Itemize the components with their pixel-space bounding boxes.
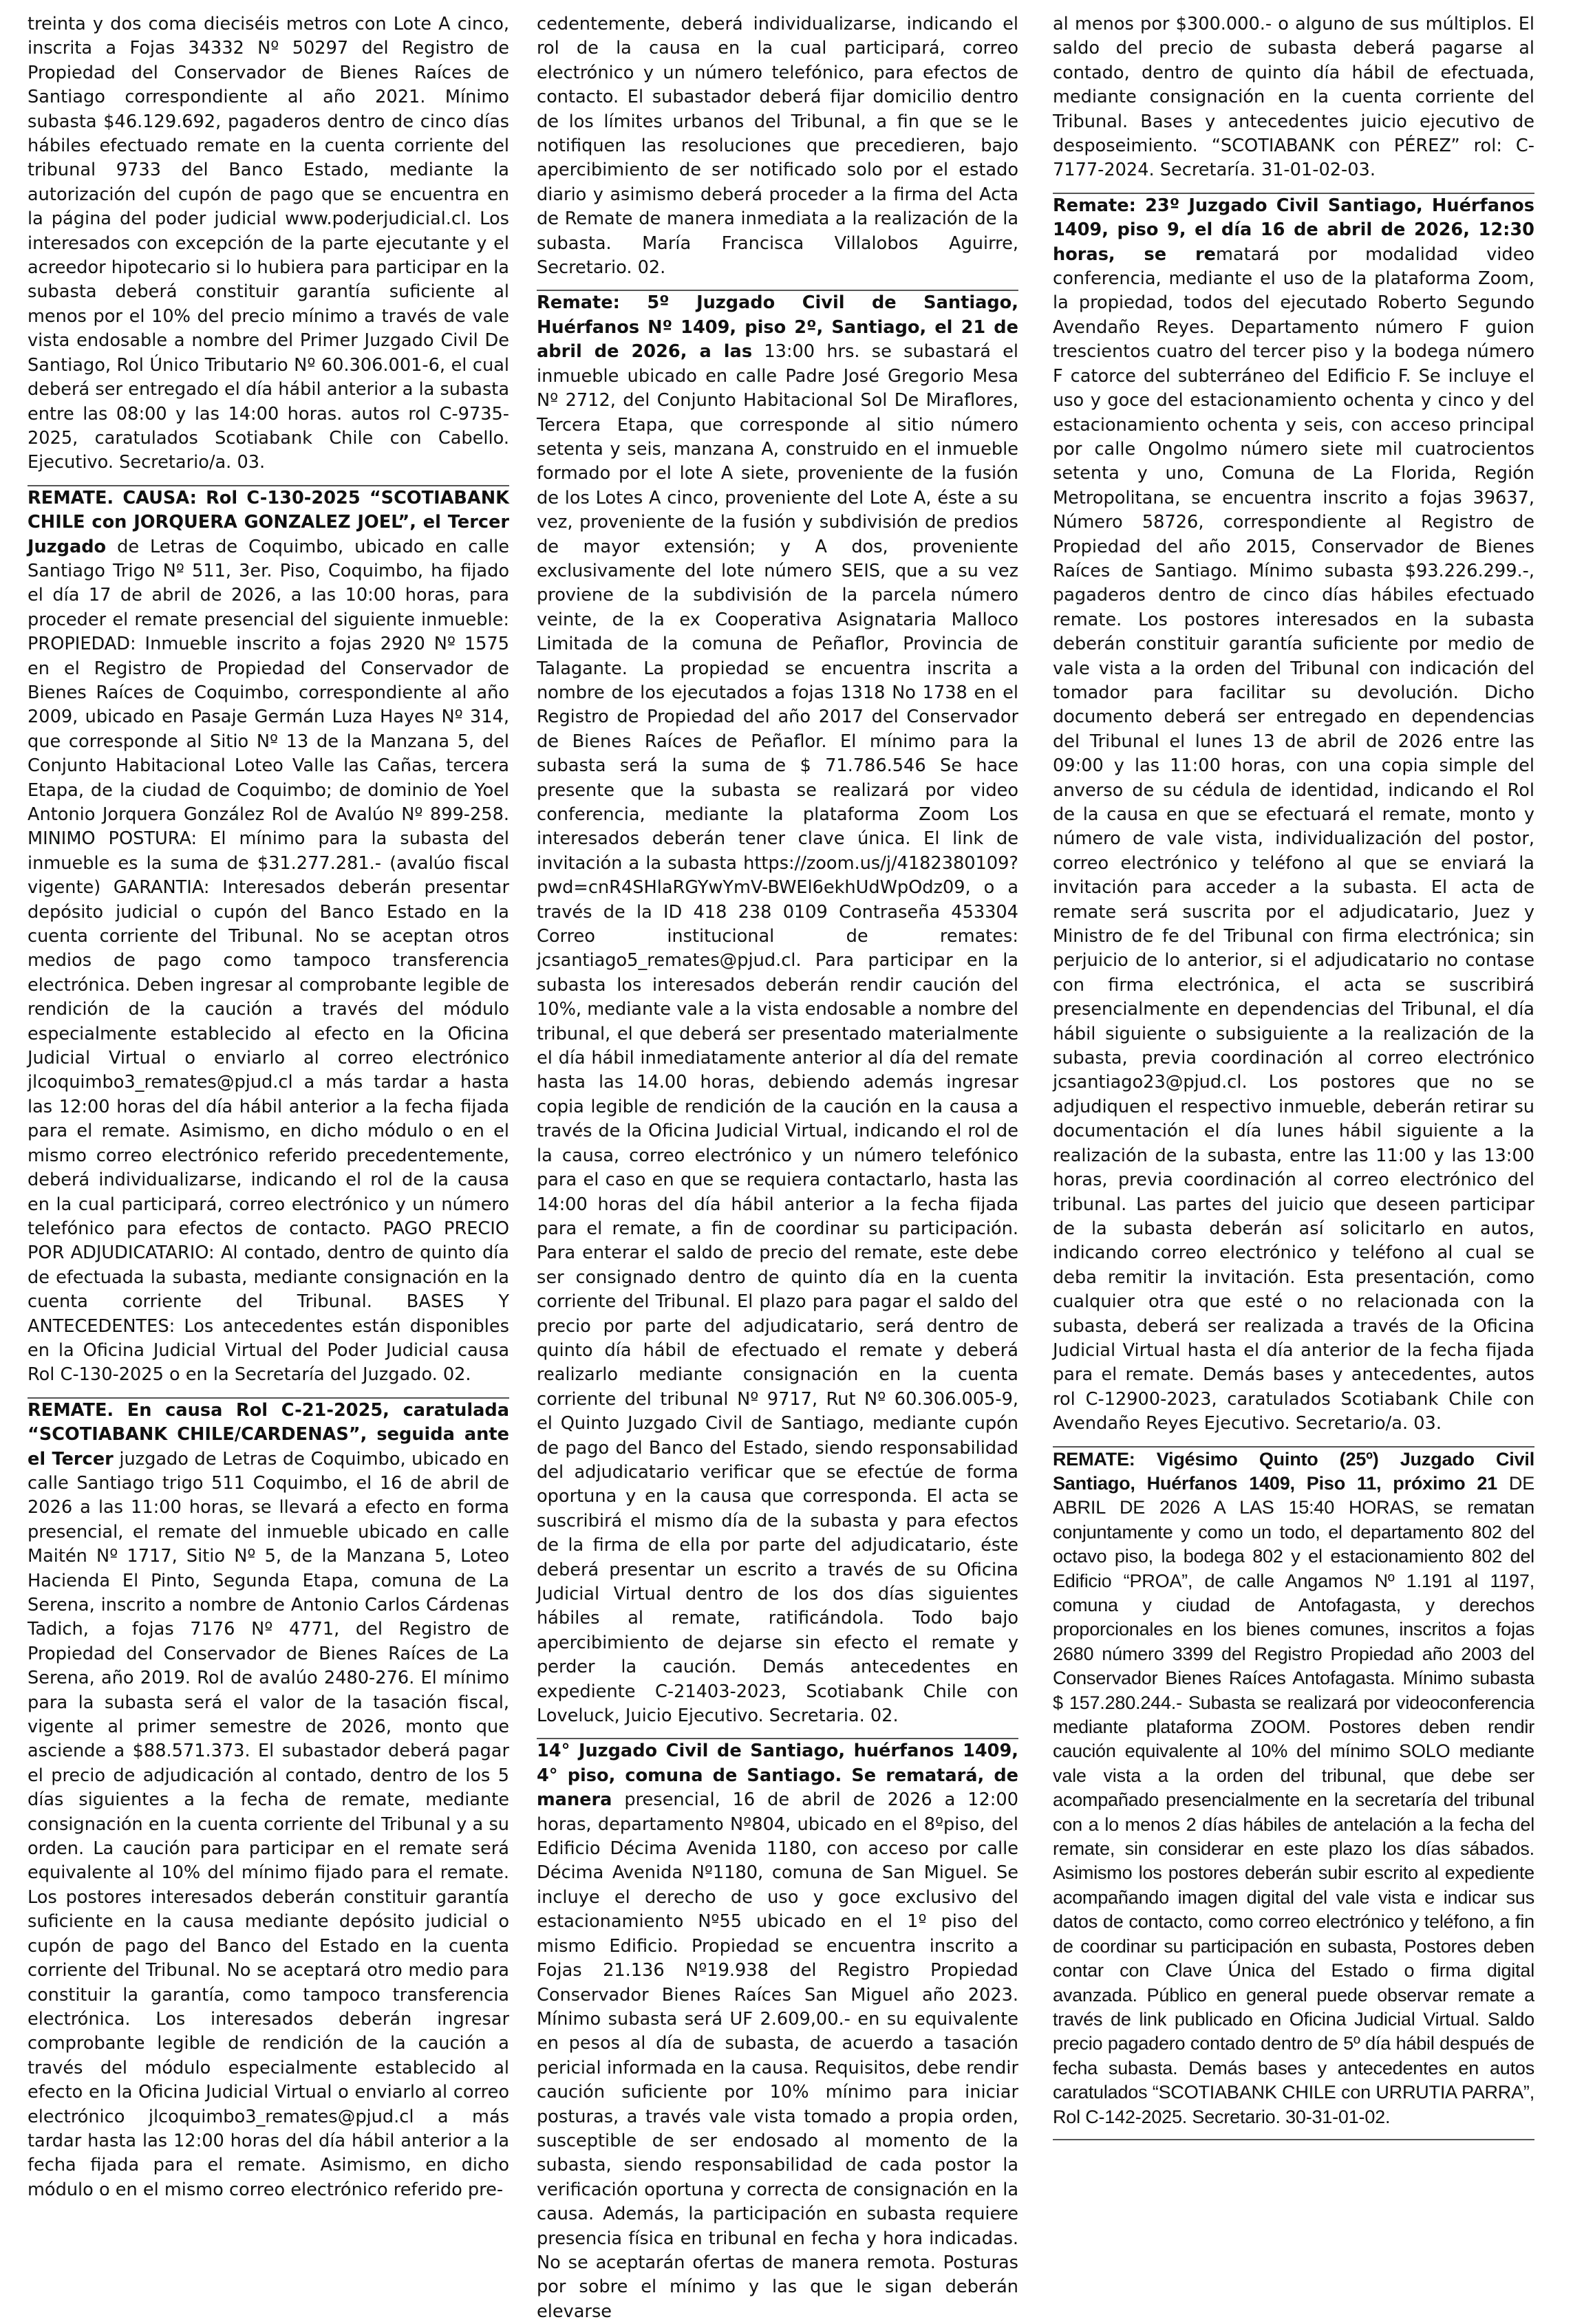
notice-remate-23-juzgado <box>1053 194 1534 1437</box>
notice-body: treinta y dos coma dieciséis metros con Lote A cinco, inscrita a Fojas 34332 Nº 50297 del Registro de Propiedad del Conservador de Bienes Raíces de Santiago correspondiente al año 2021. Mínimo subasta $46.129.692, pagaderos dentro de cinco días hábiles efectuado remate en la cuenta corriente del tribunal 9733 del Banco Estado, mediante la autorización del cupón de pago que se encuentra en la página del poder judicial www.poderjudicial.cl. Los interesados con excepción de la parte ejecutante y el acreedor hipotecario si lo hubiera para participar en la subasta deberá constituir garantía suficiente al menos por el 10% del precio mínimo a través de vale vista endosable a nombre del Primer Juzgado Civil De Santiago, Rol Único Tributario Nº 60.306.001-6, el cual deberá ser entregado el día hábil anterior a la subasta entre las 08:00 y las 14:00 horas. autos rol C-9735-2025, caratulados Scotiabank Chile con Cabello. Ejecutivo. Secretario/a. 03. <box>28 14 509 473</box>
column-3 <box>1053 12 1534 2140</box>
notice-heading: Remate: 5º Juzgado Civil de Santiago, Huérfanos Nº 1409, piso 2º, Santiago, el 21 de abril de 2026, a las <box>537 292 1018 363</box>
notice-remate-c-21-2025 <box>28 1399 509 2202</box>
notice-heading: REMATE: Vigésimo Quinto (25º) Juzgado Civil Santiago, Huérfanos 1409, Piso 11, próximo 21 <box>1053 1448 1534 1494</box>
notice-body: DE ABRIL DE 2026 A LAS 15:40 HORAS, se rematan conjuntamente y como un todo, el departamento 802 del octavo piso, la bodega 802 y el estacionamiento 802 del Edificio “PROA”, de calle Angamos Nº 1.191 al 1197, comuna y ciudad de Antofagasta, y derechos proporcionales en los bienes comunes, inscritos a fojas 2680 número 3399 del Registro Propiedad año 2003 del Conservador Bienes Raíces Antofagasta. Mínimo subasta $ 157.280.244.- Subasta se realizará por videoconferencia mediante plataforma ZOOM. Postores deben rendir caución equivalente al 10% del mínimo SOLO mediante vale vista a la orden del tribunal, que debe ser acompañado presencialmente en la secretaría del tribunal con a lo menos 2 días hábiles de antelación a la fecha del remate, sin considerar en este plazo los días sábados. Asimismo los postores deberán subir escrito al expediente acompañando imagen digital del vale vista e indicar sus datos de contacto, como correo electrónico y teléfono, a fin de coordinar su participación en subasta, Postores deben contar con Clave Única del Estado o firma digital avanzada. Público en general puede observar remate a través de link publicado en Oficina Judicial Virtual. Saldo precio pagadero contado dentro de 5º día hábil después de fecha subasta. Demás bases y antecedentes en autos caratulados “SCOTIABANK CHILE con URRUTIA PARRA”, Rol C-142-2025. Secretario. 30-31-01-02. <box>1053 1472 1535 2127</box>
notice-14-juzgado <box>537 1739 1018 2324</box>
notice-continuation <box>537 12 1018 280</box>
column-1 <box>28 12 509 2202</box>
notice-heading: Remate: 23º Juzgado Civil Santiago, Huérfanos 1409, piso 9, el día 16 de abril de 2026, 12:30 horas, se re <box>1053 195 1534 265</box>
divider <box>1053 2139 1534 2140</box>
notice-heading: REMATE. En causa Rol C-21-2025, caratulada “SCOTIABANK CHILE/CARDENAS”, seguida ante el Tercer <box>28 1399 509 1470</box>
notice-body: juzgado de Letras de Coquimbo, ubicado en calle Santiago trigo 511 Coquimbo, el 16 de abril de 2026 a las 11:00 horas, se llevará a efecto en forma presencial, el remate del inmueble ubicado en calle Maitén Nº 1717, Sitio Nº 5, de la Manzana 5, Loteo Hacienda El Pinto, Segunda Etapa, comuna de La Serena, inscrito a nombre de Antonio Carlos Cárdenas Tadich, a fojas 7176 Nº 4771, del Registro de Propiedad del Conservador de Bienes Raíces de La Serena, año 2019. Rol de avalúo 2480-276. El mínimo para la subasta será el valor de la tasación fiscal, vigente al primer semestre de 2026, monto que asciende a $88.571.373. El subastador deberá pagar el precio de adjudicación al contado, dentro de los 5 días siguientes a la fecha de remate, mediante consignación en la cuenta corriente del Tribunal y a su orden. La caución para participar en el remate será equivalente al 10% del mínimo fijado para el remate. Los postores interesados deberán constituir garantía suficiente en la causa mediante depósito judicial o cupón de pago del Banco del Estado en la cuenta corriente del Tribunal. No se aceptará otro medio para constituir la garantía, como tampoco transferencia electrónica. Los interesados deberán ingresar comprobante legible de rendición de la caución a través del módulo especialmente establecido al efecto en la Oficina Judicial Virtual o enviarlo al correo electrónico jlcoquimbo3_remates@pjud.cl a más tardar hasta las 12:00 horas del día hábil anterior a la fecha fijada para el remate. Asimismo, en dicho módulo o en el mismo correo electrónico referido pre- <box>28 1448 510 2200</box>
notice-body: al menos por $300.000.- o alguno de sus múltiplos. El saldo del precio de subasta deberá pagarse al contado, dentro de quinto día hábil de efectuada, mediante consignación en la cuenta corriente del Tribunal. Bases y antecedentes juicio ejecutivo de desposeimiento. “SCOTIABANK con PÉREZ” rol: C-7177-2024. Secretaría. 31-01-02-03. <box>1053 14 1534 181</box>
notice-heading: REMATE. CAUSA: Rol C-130-2025 “SCOTIABANK CHILE con JORQUERA GONZALEZ JOEL”, el Tercer Juzgado <box>28 487 509 557</box>
notice-remate-c-130-2025 <box>28 486 509 1388</box>
column-2 <box>537 12 1018 2324</box>
notice-body: de Letras de Coquimbo, ubicado en calle Santiago Trigo Nº 511, 3er. Piso, Coquimbo, ha fijado el día 17 de abril de 2026, a las 10:00 horas, para proceder el remate presencial del siguiente inmueble: PROPIEDAD: Inmueble inscrito a fojas 2920 Nº 1575 en el Registro de Propiedad del Conservador de Bienes Raíces de Coquimbo, correspondiente al año 2009, ubicado en Pasaje Germán Luza Hayes Nº 314, que corresponde al Sitio Nº 13 de la Manzana 5, del Conjunto Habitacional Loteo Valle las Cañas, tercera Etapa, de la ciudad de Coquimbo; de dominio de Yoel Antonio Jorquera González Rol de Avalúo Nº 899-258. MINIMO POSTURA: El mínimo para la subasta del inmueble es la suma de $31.277.281.- (avalúo fiscal vigente) GARANTIA: Interesados deberán presentar depósito judicial o cupón del Banco Estado en la cuenta corriente del Tribunal. No se aceptan otros medios de pago como tampoco transferencia electrónica. Deben ingresar al comprobante legible de rendición de la caución a través del módulo especialmente establecido al efecto en la Oficina Judicial Virtual o enviarlo al correo electrónico jlcoquimbo3_remates@pjud.cl a más tardar a hasta las 12:00 horas del día hábil anterior a la fecha fijada para el remate. Asimismo, en dicho módulo o en el mismo correo electrónico referido precedentemente, deberá individualizarse, indicando el rol de la causa en la cual participará, correo electrónico y un número telefónico para efectos de contacto. PAGO PRECIO POR ADJUDICATARIO: Al contado, dentro de quinto día de efectuada la subasta, mediante consignación en la cuenta corriente del Tribunal. BASES Y ANTECEDENTES: Los antecedentes están disponibles en la Oficina Judicial Virtual del Poder Judicial causa Rol C-130-2025 o en la Secretaría del Juzgado. 02. <box>28 536 509 1386</box>
notice-remate-25-juzgado <box>1053 1448 1534 2129</box>
notice-body: 13:00 hrs. se subastará el inmueble ubicado en calle Padre José Gregorio Mesa Nº 2712, del Conjunto Habitacional Sol De Miraflores, Tercera Etapa, que corresponde al sitio número setenta y seis, manzana A, construido en el inmueble formado por el lote A siete, proveniente de la fusión de los Lotes A cinco, proveniente del Lote A, éste a su vez, proveniente de la fusión y subdivisión de predios de mayor extensión; y A dos, proveniente exclusivamente del lote número SEIS, que a su vez proviene de la subdivisión de la parcela número veinte, de la ex Cooperativa Asignataria Malloco Limitada de la comuna de Peñaflor, Provincia de Talagante. La propiedad se encuentra inscrita a nombre de los ejecutados a fojas 1318 No 1738 en el Registro de Propiedad del año 2017 del Conservador de Bienes Raíces de Peñaflor. El mínimo para la subasta será la suma de $ 71.786.546 Se hace presente que la subasta se realizará por video conferencia, mediante la plataforma Zoom Los interesados deberán tener clave única. El link de invitación a la subasta https://zoom.us/j/4182380109?pwd=cnR4SHlaRGYwYmV-BWEl6ekhUdWpOdz09, o a través de la ID 418 238 0109 Contraseña 453304 Correo institucional de remates: jcsantiago5_remates@pjud.cl. Para participar en la subasta los interesados deberán rendir caución del 10%, mediante vale a la vista endosable a nombre del tribunal, el que deberá ser presentado materialmente el día hábil inmediatamente anterior al día del remate hasta las 14.00 horas, debiendo además ingresar copia legible de rendición de la caución en la causa a través de la Oficina Judicial Virtual, indicando el rol de la causa, correo electrónico y un número telefónico para el caso en que se requiera contactarlo, hasta las 14:00 horas del día hábil anterior a la fecha fijada para el remate, a fin de coordinar su participación. Para enterar el saldo de precio del remate, este debe ser consignado dentro de quinto día en la cuenta corriente del Tribunal. El plazo para pagar el saldo del precio por parte del adjudicatario, será dentro de quinto día hábil de efectuado el remate y deberá realizarlo mediante consignación en la cuenta corriente del tribunal Nº 9717, Rut Nº 60.306.005-9, el Quinto Juzgado Civil de Santiago, mediante cupón de pago del Banco del Estado, siendo responsabilidad del adjudicatario verificar que se efectúe de forma oportuna y en la causa que corresponda. El acta se suscribirá el mismo día de la subasta y para efectos de la firma de ella por parte del adjudicatario, éste deberá presentar un escrito a través de su Oficina Judicial Virtual dentro de los dos días siguientes hábiles al remate, ratificándola. Todo bajo apercibimiento de dejarse sin efecto el remate y perder la caución. Demás antecedentes en expediente C-21403-2023, Scotiabank Chile con Loveluck, Juicio Ejecutivo. Secretaria. 02. <box>537 341 1018 1727</box>
notice-continuation <box>28 12 509 475</box>
notice-body: matará por modalidad video conferencia, mediante el uso de la plataforma Zoom, la propiedad, todos del ejecutado Roberto Segundo Avendaño Reyes. Departamento número F guion trescientos cuatro del tercer piso y la bodega número F catorce del subterráneo del Edificio F. Se incluye el uso y goce del estacionamiento ochenta y cinco y del estacionamiento ochenta y seis, con acceso principal por calle Ongolmo número siete mil cuatrocientos setenta y uno, Comuna de La Florida, Región Metropolitana, se encuentra inscrito a fojas 39637, Número 58726, correspondiente al Registro de Propiedad del año 2015, Conservador de Bienes Raíces de Santiago. Mínimo subasta $93.226.299.-, pagaderos dentro de cinco días hábiles efectuado remate. Los postores interesados en la subasta deberán constituir garantía suficiente por medio de vale vista a la orden del Tribunal con indicación del tomador para facilitar su devolución. Dicho documento deberá ser entregado en dependencias del Tribunal el lunes 13 de abril de 2026 entre las 09:00 y las 11:00 horas, con una copia simple del anverso de su cédula de identidad, indicando el Rol de la causa en que se efectuará el remate, monto y número de vale vista, individualización del postor, correo electrónico y teléfono al que se enviará la invitación para acceder a la subasta. El acta de remate será suscrita por el adjudicatario, Juez y Ministro de fe del Tribunal con firma electrónica; sin perjuicio de lo anterior, si el adjudicatario no contase con firma electrónica, el acta se suscribirá presencialmente en dependencias del Tribunal, el día hábil siguiente o subsiguiente a la realización de la subasta, previa coordinación al correo electrónico jcsantiago23@pjud.cl. Los postores que no se adjudiquen el respectivo inmueble, deberán retirar su documentación el día lunes hábil siguiente a la realización de la subasta, entre las 11:00 y las 13:00 horas, previa coordinación al correo electrónico del tribunal. Las partes del juicio que deseen participar de la subasta deberán así solicitarlo en autos, indicando correo electrónico y teléfono al cual se deba remitir la invitación. Esta presentación, como cualquier otra que esté o no relacionada con la subasta, deberá ser realizada a través de la Oficina Judicial Virtual hasta el día anterior de la fecha fijada para el remate. Demás bases y antecedentes, autos rol C-12900-2023, caratulados Scotiabank Chile con Avendaño Reyes Ejecutivo. Secretario/a. 03. <box>1053 244 1535 1434</box>
notice-body: cedentemente, deberá individualizarse, indicando el rol de la causa en la cual participará, correo electrónico y un número telefónico, para efectos de contacto. El subastador deberá fijar domicilio dentro de los límites urbanos del Tribunal, a fin que se le notifiquen las resoluciones que precedieren, bajo apercibimiento de ser notificado solo por el estado diario y asimismo deberá proceder a la firma del Acta de Remate de manera inmediata a la realización de la subasta. María Francisca Villalobos Aguirre, Secretario. 02. <box>537 14 1018 279</box>
notice-remate-5-juzgado <box>537 291 1018 1728</box>
notice-heading: 14° Juzgado Civil de Santiago, huérfanos 1409, 4° piso, comuna de Santiago. Se rematará, de manera <box>537 1741 1018 1811</box>
notice-continuation <box>1053 12 1534 183</box>
notice-body: presencial, 16 de abril de 2026 a 12:00 horas, departamento Nº804, ubicado en el 8ºpiso, del Edificio Décima Avenida 1180, con acceso por calle Décima Avenida Nº1180, comuna de San Miguel. Se incluye el derecho de uso y goce exclusivo del estacionamiento Nº55 ubicado en el 1º piso del mismo Edificio. Propiedad se encuentra inscrito a Fojas 21.136 Nº19.938 del Registro Propiedad Conservador Bienes Raíces San Miguel año 2023. Mínimo subasta será UF 2.609,00.- en su equivalente en pesos al día de subasta, de acuerdo a tasación pericial informada en la causa. Requisitos, debe rendir caución suficiente por 10% mínimo para iniciar posturas, a través vale vista tomado a propia orden, susceptible de ser endosado al momento de la subasta, siendo responsabilidad de cada postor la verificación oportuna y correcta de consignación en la causa. Además, la participación en subasta requiere presencia física en tribunal en fecha y hora indicadas. No se aceptarán ofertas de manera remota. Posturas por sobre el mínimo y las que le sigan deberán elevarse <box>537 1789 1018 2322</box>
